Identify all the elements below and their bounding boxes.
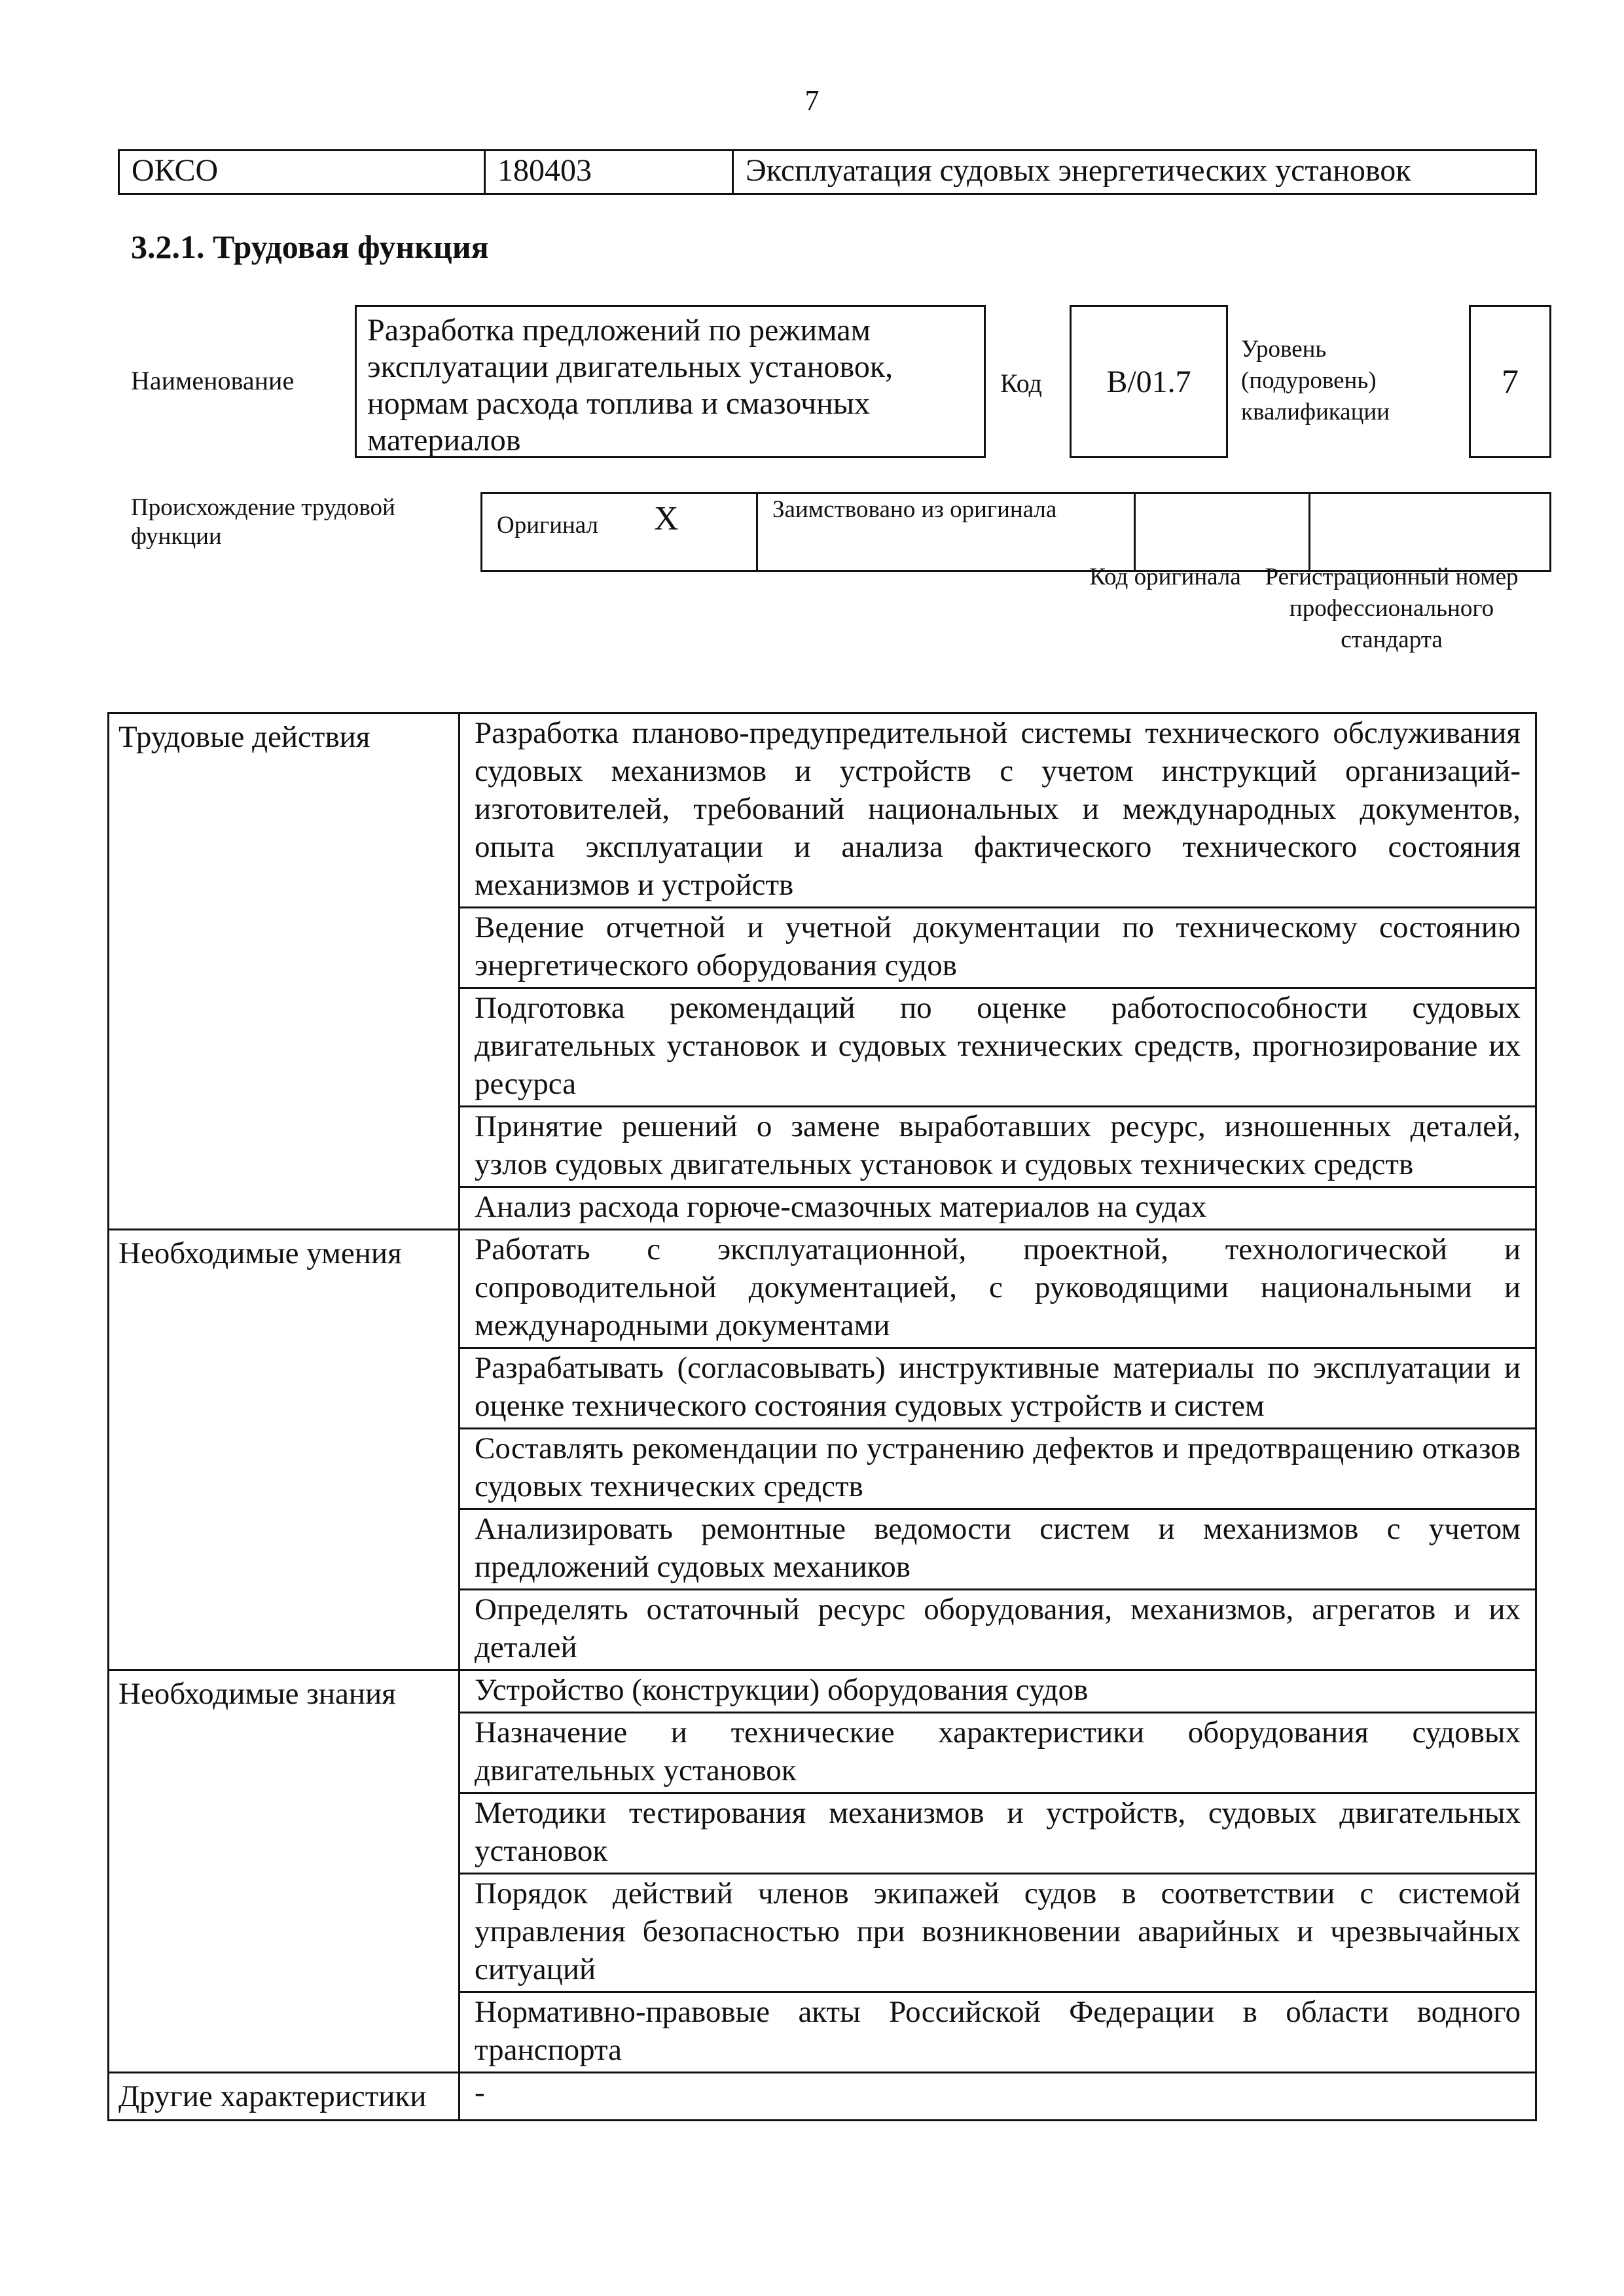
skill-item: Анализировать ремонтные ведомости систем и механизмов с учетом предложений судовых механиков [460, 1509, 1536, 1590]
skill-item: Составлять рекомендации по устранению дефектов и предотвращению отказов судовых технических средств [460, 1429, 1536, 1509]
labor-actions-label: Трудовые действия [109, 713, 460, 1230]
knowledge-item: Назначение и технические характеристики оборудования судовых двигательных установок [460, 1713, 1536, 1793]
okso-label: ОКСО [119, 151, 485, 194]
labor-action-item: Ведение отчетной и учетной документации по техническому состоянию энергетического оборудования судов [460, 908, 1536, 988]
knowledge-item: Нормативно-правовые акты Российской Федерации в области водного транспорта [460, 1992, 1536, 2073]
origin-borrowed-label: Заимствовано из оригинала [757, 493, 1135, 571]
table-row [109, 1670, 1536, 1713]
function-name: Разработка предложений по режимам эксплуатации двигательных установок, нормам расхода топлива и смазочных материалов [355, 305, 986, 458]
knowledge-item: Устройство (конструкции) оборудования судов [460, 1670, 1536, 1713]
labor-action-item: Разработка планово-предупредительной системы технического обслуживания судовых механизмов и устройств с учетом инструкций организаций-изготовителей, требований национальных и международных документов, опыта эксплуатации и анализа фактического технического состояния механизмов и устройств [460, 713, 1536, 908]
function-code: B/01.7 [1070, 305, 1228, 458]
table-row [109, 2073, 1536, 2121]
knowledge-item: Методики тестирования механизмов и устройств, судовых двигательных установок [460, 1793, 1536, 1874]
origin-original-cell [482, 493, 757, 571]
section-title: 3.2.1. Трудовая функция [131, 228, 489, 265]
okso-title: Эксплуатация судовых энергетических установок [733, 151, 1536, 194]
origin-label: Происхождение трудовой функции [131, 494, 395, 550]
origin-table [480, 492, 1551, 572]
skill-item: Разрабатывать (согласовывать) инструктивные материалы по эксплуатации и оценке технического состояния судовых устройств и систем [460, 1348, 1536, 1429]
table-row [109, 1230, 1536, 1348]
level-value: 7 [1469, 305, 1551, 458]
skill-item: Работать с эксплуатационной, проектной, технологической и сопроводительной документацией, с руководящими национальными и международными документами [460, 1230, 1536, 1348]
origin-code-cell [1135, 493, 1310, 571]
other-characteristics-value: - [460, 2073, 1536, 2121]
labor-action-item: Подготовка рекомендаций по оценке работоспособности судовых двигательных установок и судовых технических средств, прогнозирование их ресурса [460, 988, 1536, 1107]
okso-table [118, 149, 1537, 195]
origin-reg-cell [1310, 493, 1551, 571]
knowledge-item: Порядок действий членов экипажей судов в соответствии с системой управления безопасностью при возникновении аварийных и чрезвычайных ситуаций [460, 1874, 1536, 1992]
origin-code-caption: Код оригинала [1089, 564, 1241, 590]
origin-original-mark: X [654, 500, 679, 537]
function-name-label: Наименование [131, 366, 295, 395]
origin-original-label: Оригинал [497, 512, 599, 539]
skill-item: Определять остаточный ресурс оборудования, механизмов, агрегатов и их деталей [460, 1590, 1536, 1670]
other-characteristics-label: Другие характеристики [109, 2073, 460, 2121]
level-label: Уровень (подуровень) квалификации [1241, 336, 1390, 425]
function-details-table [107, 712, 1537, 2121]
required-skills-label: Необходимые умения [109, 1230, 460, 1670]
page-number: 7 [804, 84, 820, 117]
table-row [109, 713, 1536, 908]
origin-reg-caption: Регистрационный номер профессионального стандарта [1265, 564, 1519, 653]
function-code-label: Код [1000, 368, 1042, 398]
okso-code: 180403 [485, 151, 733, 194]
labor-action-item: Принятие решений о замене выработавших ресурс, изношенных деталей, узлов судовых двигательных установок и судовых технических средств [460, 1107, 1536, 1187]
required-knowledge-label: Необходимые знания [109, 1670, 460, 2073]
labor-action-item: Анализ расхода горюче-смазочных материалов на судах [460, 1187, 1536, 1230]
